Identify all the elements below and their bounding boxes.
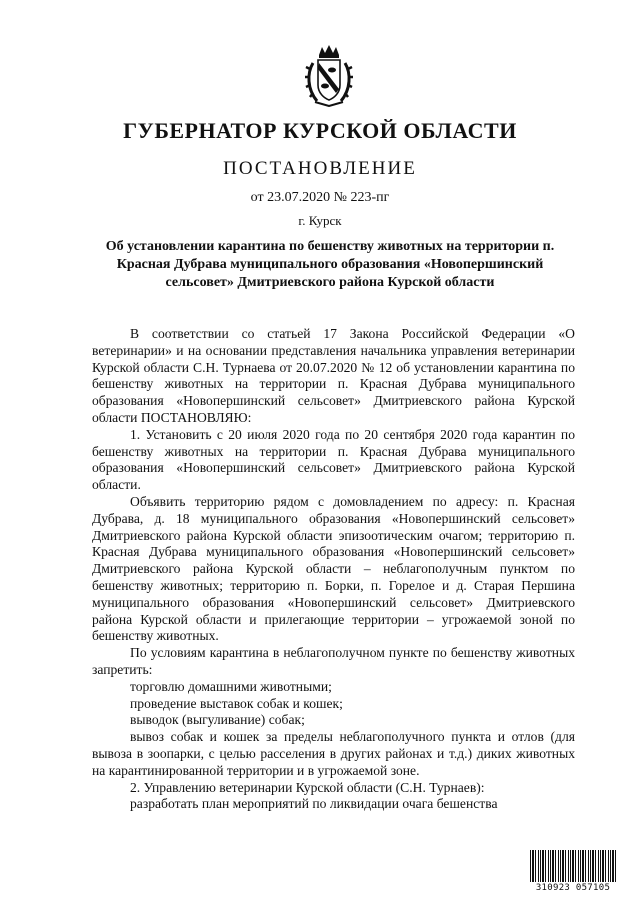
- prohibition-item: вывоз собак и кошек за пределы неблагополучного пункта и отлов (для вывоза в зоопарки, с целью расселения в других районах и т.д.) диких животных на карантинированной территории и в угрожаемой зоне.: [92, 729, 575, 778]
- prohibition-item: торговлю домашними животными;: [130, 678, 332, 694]
- kursk-coat-of-arms-icon: [305, 45, 353, 107]
- paragraph-territory: Объявить территорию рядом с домовладением по адресу: п. Красная Дубрава, д. 18 муниципального образования «Новопершинский сельсовет» Дмитриевского района Курской области эпизоотическим очагом; территорию п. Красная Дубрава муниципального образования «Новопершинский сельсовет» Дмитриевского района Курской области – неблагополучным пунктом по бешенству животных; территорию п. Борки, п. Горелое и д. Старая Першина муниципального образования «Новопершинский сельсовет» Дмитриевского района Курской области и прилегающие территории – угрожаемой зоной по бешенству животных.: [92, 493, 575, 644]
- governor-title: ГУБЕРНАТОР КУРСКОЙ ОБЛАСТИ: [123, 118, 517, 143]
- paragraph-item-1: 1. Установить с 20 июля 2020 года по 20 сентября 2020 года карантин по бешенству животных на территории п. Красная Дубрава муниципального образования «Новопершинский сельсовет» Дмитриевского района Курской области.: [92, 426, 575, 493]
- document-body: [92, 326, 575, 813]
- document-heading: Об установлении карантина по бешенству животных на территории п. Красная Дубрава муниципального образования «Новопершинский сельсовет» Дмитриевского района Курской области: [105, 239, 555, 290]
- prohibition-item: проведение выставок собак и кошек;: [130, 695, 343, 711]
- barcode-number: 310923 057105: [535, 883, 611, 893]
- paragraph-prohibitions-intro: По условиям карантина в неблагополучном пункте по бешенству животных запретить:: [92, 645, 575, 677]
- document-date-number: от 23.07.2020 № 223-пг: [250, 190, 390, 205]
- paragraph-item-2-task: разработать план мероприятий по ликвидации очага бешенства: [130, 796, 498, 812]
- document-city: г. Курск: [298, 213, 342, 228]
- paragraph-item-2: 2. Управлению ветеринарии Курской области (С.Н. Турнаев):: [130, 779, 485, 795]
- barcode-bars: [530, 850, 616, 882]
- paragraph-preamble: В соответствии со статьей 17 Закона Российской Федерации «О ветеринарии» и на основании представления начальника управления ветеринарии Курской области С.Н. Турнаева от 20.07.2020 № 12 об установлении карантина по бешенству животных на территории п. Красная Дубрава муниципального образования «Новопершинский сельсовет» Дмитриевского района Курской области ПОСТАНОВЛЯЮ:: [92, 326, 575, 425]
- prohibition-item: выводок (выгуливание) собак;: [130, 712, 305, 728]
- document-barcode: [530, 850, 616, 896]
- document-type: ПОСТАНОВЛЕНИЕ: [223, 158, 417, 179]
